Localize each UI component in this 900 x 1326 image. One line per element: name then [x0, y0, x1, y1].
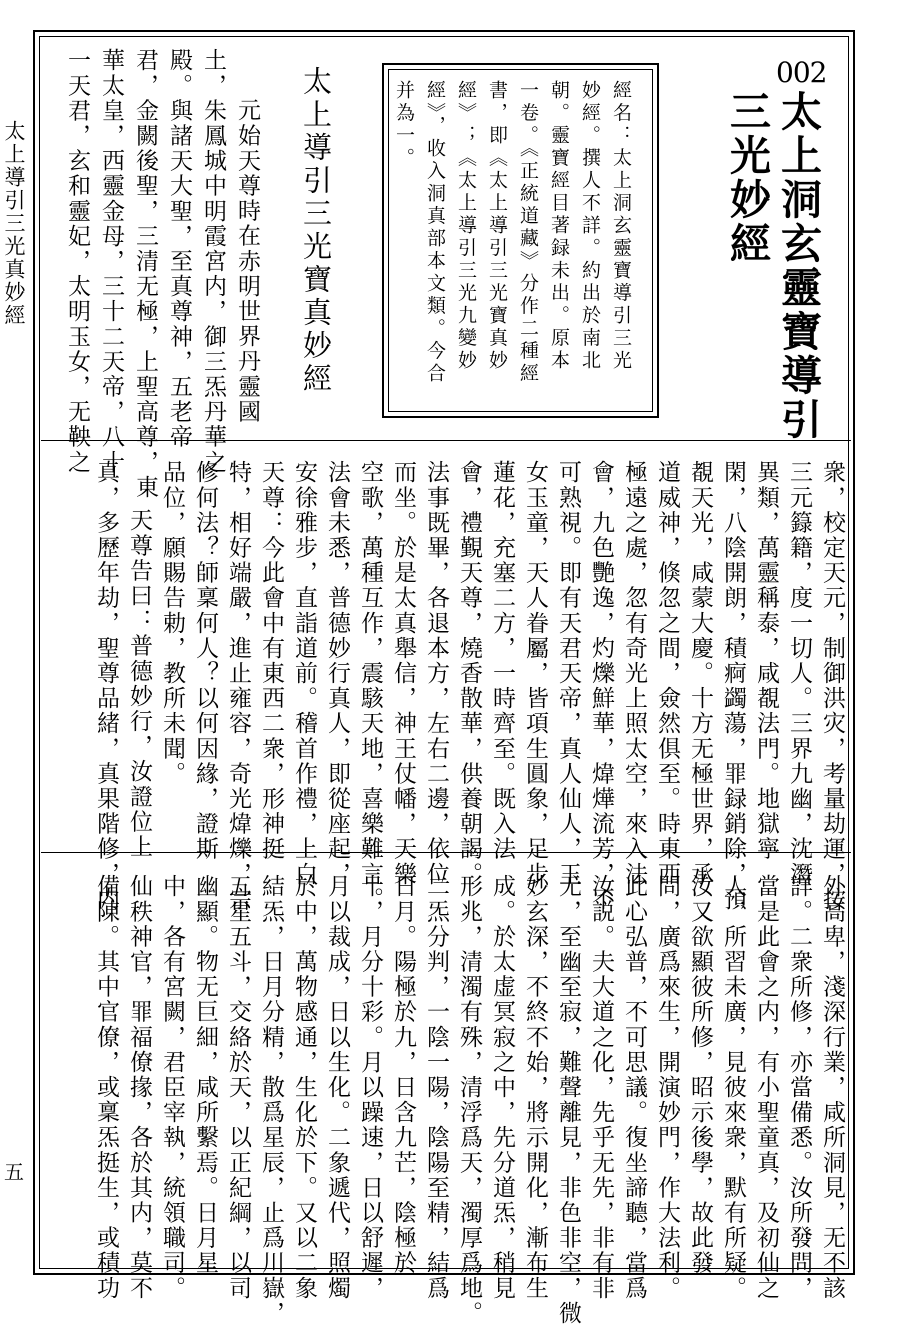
band3-line-15: 十，月分十彩。月以躁速，日以舒遲，: [357, 874, 383, 1301]
band3-line-6: 問，廣爲來生，開演妙門，作大法利。: [654, 874, 680, 1301]
band2-line-18: 天尊：今此會中有東西二衆，形神挺: [258, 460, 284, 862]
band2-line-13: 法事既畢，各退本方，左右二邊，依位: [423, 460, 449, 887]
band2-line-1: 衆，校定天元，制御洪灾，考量劫運，按: [819, 460, 845, 912]
page-number: 五: [4, 1160, 24, 1184]
band2-line-21: 品位，願賜告勅，教所未聞。: [159, 460, 185, 787]
band3-line-5: 汝又欲顯彼所修，昭示後學，故此發: [687, 874, 713, 1276]
note-line-6: 經》；《太上導引三光九變妙: [455, 80, 477, 373]
band1-line-2: 土，朱鳳城中明霞宮内，御三炁丹華之: [200, 48, 226, 475]
band3-line-7: 此心弘普，不可思議。復坐諦聽，當爲: [621, 874, 647, 1301]
band2-line-15: 空歌，萬種互作，震駭天地，喜樂難言。: [357, 460, 383, 912]
band2-line-7: 極遠之處，忽有奇光上照太空，來入法: [621, 460, 647, 887]
band2-line-5: 覩天光，咸蒙大慶。十方无極世界，承: [687, 460, 713, 887]
band3-line-22: 仙秩神官，罪福僚掾，各於其内，莫不: [126, 874, 152, 1301]
band1-line-4: 君，金闕後聖，三清无極，上聖高尊，東: [132, 48, 158, 500]
band3-line-4: 人，所習未廣，見彼來衆，默有所疑。: [720, 874, 746, 1301]
band2-line-16: 法會未悉，普德妙行真人，即從座起，: [324, 460, 350, 887]
band2-line-23: 真，多歷年劫，聖尊品緒，真果階修，内: [93, 460, 119, 912]
band-divider-1: [41, 440, 851, 441]
big-title-line-1: 太上洞玄靈寶導引: [774, 90, 822, 442]
note-line-3: 朝。靈寶經目著録未出。原本: [548, 80, 570, 373]
note-line-1: 經名：太上洞玄靈寶導引三光: [610, 80, 632, 373]
band3-line-2: 詳。二衆所修，亦當備悉。汝所發問，: [786, 874, 812, 1301]
band3-line-14: 日月。陽極於九，日含九芒，陰極於: [390, 874, 416, 1276]
band1-line-3: 殿。與諸天大聖，至真尊神，五老帝: [166, 48, 192, 450]
band2-line-14: 而坐。於是太真舉信，神王仗幡，天樂: [390, 460, 416, 887]
note-line-5: 書，即《太上導引三光寶真妙: [486, 80, 508, 373]
band3-line-8: 汝説。夫大道之化，先乎无先，非有非: [588, 874, 614, 1301]
band2-line-19: 特，相好端嚴，進止雍容，奇光煒爍，宗: [225, 460, 251, 912]
big-title-line-2: 三光妙經: [723, 90, 771, 266]
band1-line-5: 華太皇，西靈金母，三十二天帝，八十: [98, 48, 124, 475]
band3-line-23: 備陳。其中官僚，或稟炁挺生，或積功: [93, 874, 119, 1301]
band3-line-16: 月以裁成，日以生化。二象遞代，照燭: [324, 874, 350, 1301]
scripture-title: 太上導引三光寶真妙經: [299, 66, 333, 396]
band3-line-18: 結炁，日月分精，散爲星辰，止爲川嶽，: [258, 874, 284, 1326]
band3-line-13: 二炁分判，一陰一陽，陰陽至精，結爲: [423, 874, 449, 1301]
band2-line-8: 會，九色艷逸，灼爍鮮華，煒燁流芳，不: [588, 460, 614, 912]
band2-line-9: 可熟視。即有天君天帝，真人仙人，玉: [555, 460, 581, 887]
band1-line-1: 元始天尊時在赤明世界丹靈國: [234, 98, 260, 425]
note-line-7: 經》，收入洞真部本文類。今合: [424, 80, 446, 386]
band1-line-6: 一天君，玄和靈妃，太明玉女，无鞅之: [64, 48, 90, 475]
entry-number: 002: [776, 56, 827, 89]
band3-line-21: 中，各有宮闕，君臣宰執，統領職司。: [159, 874, 185, 1301]
band3-line-19: 五星五斗，交絡於天，以正紀綱，以司: [225, 874, 251, 1301]
band2-line-22: 天尊告曰：普德妙行，汝證位上: [126, 508, 152, 860]
band2-line-17: 安徐雅步，直詣道前。稽首作禮，上白: [291, 460, 317, 887]
note-line-4: 一卷。《正統道藏》分作二種經: [517, 80, 539, 386]
band2-line-4: 閑，八陰開朗，積痾蠲蕩，罪録銷除，預: [720, 460, 746, 912]
band3-line-20: 幽顯。物无巨細，咸所繫焉。日月星: [192, 874, 218, 1276]
note-line-2: 妙經。撰人不詳。約出於南北: [579, 80, 601, 373]
band2-line-20: 修何法？師稟何人？以何因緣，證斯: [192, 460, 218, 862]
band2-line-3: 異類，萬靈稱泰，咸覩法門。地獄寧: [753, 460, 779, 862]
band3-line-12: 形兆，清濁有殊，清浮爲天，濁厚爲地。: [456, 874, 482, 1326]
band3-line-3: 當是此會之内，有小聖童真，及初仙之: [753, 874, 779, 1301]
band3-line-10: 妙玄深，不終不始，將示開化，漸布生: [522, 874, 548, 1301]
band2-line-12: 會，禮覲天尊，燒香散華，供養朝謁。: [456, 460, 482, 887]
band2-line-11: 蓮花，充塞二方，一時齊至。既入法: [489, 460, 515, 862]
band3-line-11: 成。於太虚冥寂之中，先分道炁，稍見: [489, 874, 515, 1301]
band3-line-1: 外高卑，淺深行業，咸所洞見，无不該: [819, 874, 845, 1301]
running-head: 太上導引三光真妙經: [2, 120, 26, 327]
band3-line-9: 无，至幽至寂，難聲離見，非色非空，微: [555, 874, 581, 1326]
note-line-8: 并為一。: [393, 80, 415, 170]
band2-line-6: 道威神，倏忽之間，僉然俱至。時東西: [654, 460, 680, 887]
band3-line-17: 於中，萬物感通，生化於下。又以二象: [291, 874, 317, 1301]
band2-line-10: 女玉童，天人眷屬，皆項生圓象，足步: [522, 460, 548, 887]
band2-line-2: 三元籙籍，度一切人。三界九幽，沈潛: [786, 460, 812, 887]
